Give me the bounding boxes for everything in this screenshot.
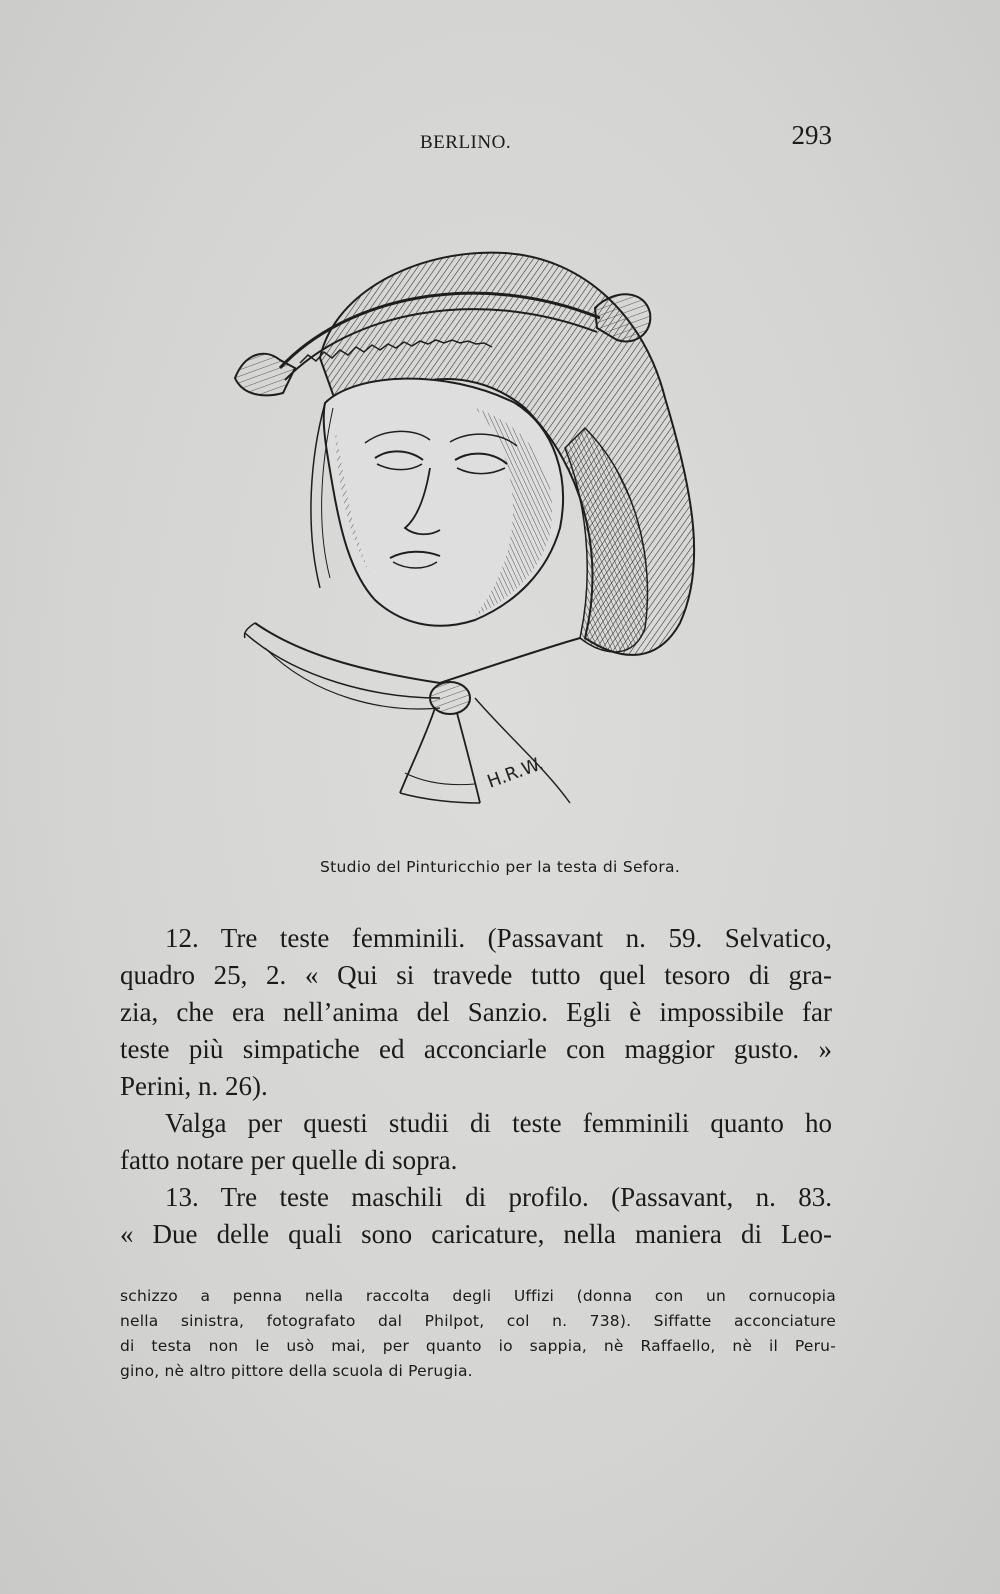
- footnote-line: nella sinistra, fotografato dal Philpot, col n. 738). Siffatte acconciature: [120, 1312, 836, 1330]
- engraving-illustration: [225, 228, 730, 828]
- paragraph-valga: [120, 1105, 832, 1179]
- engraver-signature: H.R.W.: [484, 753, 547, 793]
- text-line: 12. Tre teste femminili. (Passavant n. 59. Selvatico,: [165, 923, 832, 953]
- text-line: quadro 25, 2. « Qui si travede tutto quel tesoro di gra-: [120, 960, 832, 990]
- text-line: Perini, n. 26).: [120, 1071, 268, 1101]
- page-number: 293: [791, 120, 832, 150]
- figure-caption: Studio del Pinturicchio per la testa di Sefora.: [319, 858, 681, 876]
- body-text: [120, 920, 832, 1253]
- footnote-line: di testa non le usò mai, per quanto io sappia, nè Raffaello, nè il Peru-: [120, 1337, 836, 1355]
- text-line: 13. Tre teste maschili di profilo. (Passavant, n. 83.: [165, 1182, 832, 1212]
- footnote-line: gino, nè altro pittore della scuola di Perugia.: [120, 1362, 473, 1380]
- text-line: teste più simpatiche ed acconciarle con maggior gusto. »: [120, 1034, 832, 1064]
- paragraph-13: [120, 1179, 832, 1253]
- footnote-line: schizzo a penna nella raccolta degli Uffizi (donna con un cornucopia: [120, 1287, 836, 1305]
- paragraph-12: [120, 920, 832, 1105]
- text-line: « Due delle quali sono caricature, nella maniera di Leo-: [120, 1219, 832, 1249]
- footnote: [120, 1284, 836, 1384]
- text-line: Valga per questi studii di teste femminili quanto ho: [165, 1108, 832, 1138]
- woman-head-engraving: [225, 228, 730, 828]
- running-title: BERLINO.: [420, 132, 512, 153]
- text-line: zia, che era nell’anima del Sanzio. Egli è impossibile far: [120, 997, 832, 1027]
- text-line: fatto notare per quelle di sopra.: [120, 1145, 458, 1175]
